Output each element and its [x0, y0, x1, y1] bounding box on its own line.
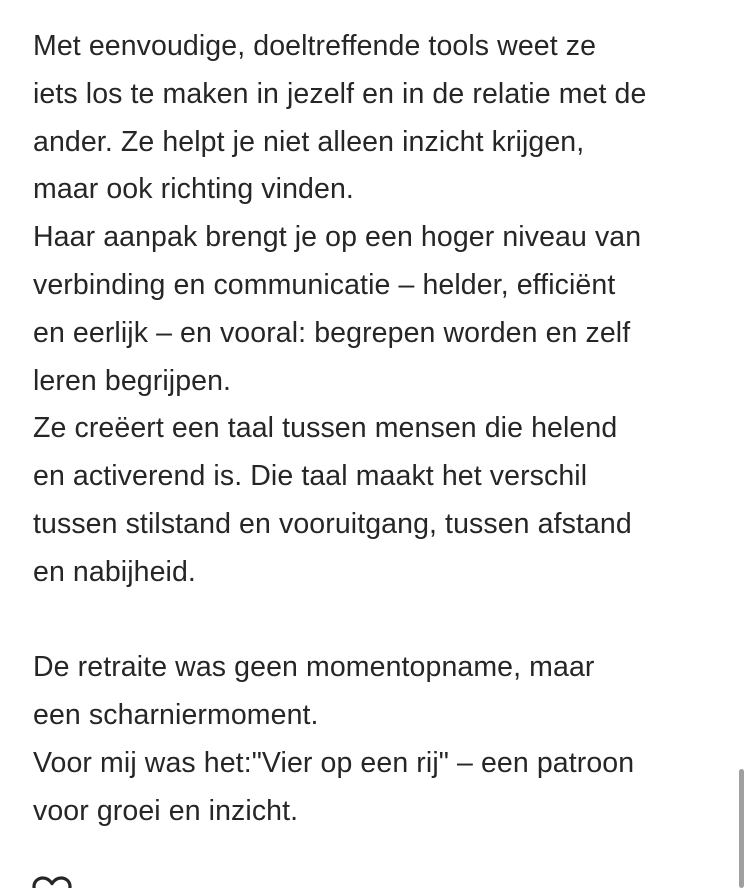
caption-line: tussen stilstand en vooruitgang, tussen afstand [33, 507, 632, 540]
caption-line: Ze creëert een taal tussen mensen die helend [33, 412, 618, 445]
paragraph-gap [33, 597, 723, 645]
scrollbar-thumb[interactable] [739, 769, 744, 888]
heart-icon[interactable] [31, 876, 73, 888]
caption-line: en activerend is. Die taal maakt het verschil [33, 460, 588, 493]
caption-line: Met eenvoudige, doeltreffende tools weet ze [33, 30, 597, 62]
caption-line: verbinding en communicatie – helder, efficiënt [33, 268, 616, 301]
caption-line: De retraite was geen momentopname, maar [33, 651, 595, 684]
heart-outline [34, 878, 70, 888]
caption-line: maar ook richting vinden. [33, 173, 354, 206]
caption-line: voor groei en inzicht. [33, 794, 299, 827]
caption-line: en nabijheid. [33, 555, 196, 588]
caption-line: ander. Ze helpt je niet alleen inzicht krijgen, [33, 125, 585, 158]
caption-line: Voor mij was het:"Vier op een rij" – een patroon [33, 746, 635, 779]
caption-line: iets los te maken in jezelf en in de relatie met de [33, 77, 647, 110]
caption-line: en eerlijk – en vooral: begrepen worden en zelf [33, 316, 631, 349]
caption-line: leren begrijpen. [33, 364, 232, 397]
post-caption [33, 23, 723, 836]
caption-line: Haar aanpak brengt je op een hoger niveau van [33, 221, 642, 254]
caption-line: een scharniermoment. [33, 699, 319, 732]
